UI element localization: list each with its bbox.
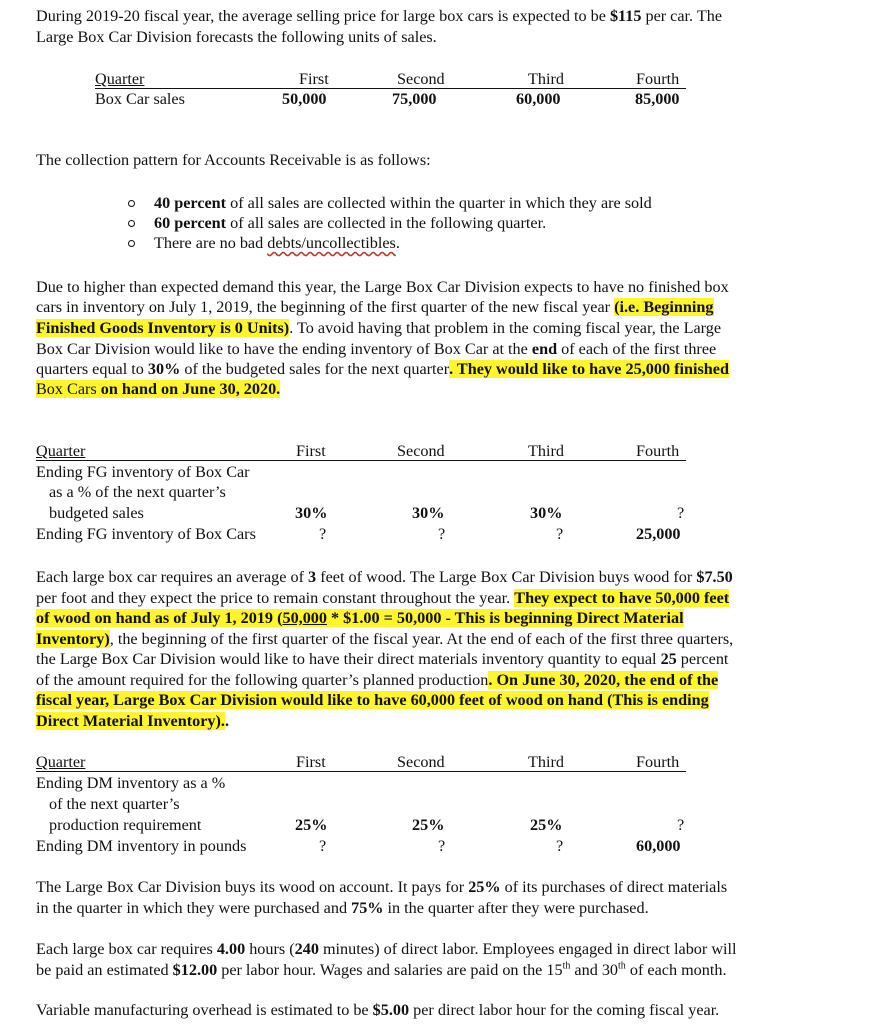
dm-header-second: Second	[397, 753, 445, 771]
dm-para-line-7	[36, 690, 709, 711]
dm-highlight: . On June 30, 2020, the end of the	[488, 671, 719, 689]
dm-text: Each large box car requires an average of	[36, 568, 309, 586]
dm-row1-label-3: production requirement	[49, 816, 202, 834]
labor-text: of each month.	[625, 961, 727, 979]
dm-row2-second: ?	[438, 837, 446, 855]
fg-text: cars in inventory on July 1, 2019, the beginning of the first quarter of the new fiscal year	[36, 298, 615, 316]
fg-header-rule	[36, 460, 686, 461]
fg-para-line-2	[36, 297, 714, 318]
dm-row1-first: 25%	[295, 816, 328, 834]
fg-header-quarter: Quarter	[36, 442, 86, 460]
dm-row2-fourth: 60,000	[636, 837, 681, 855]
dm-row2-third: ?	[556, 837, 564, 855]
dm-highlight: * $1.00 = 50,000 - This is beginning Direct Material	[326, 609, 684, 627]
fg-row2-label: Ending FG inventory of Box Cars	[36, 525, 256, 543]
fg-row2-first: ?	[319, 525, 327, 543]
purchase-text: of its purchases of direct materials	[500, 878, 728, 896]
dm-row1-label-1: Ending DM inventory as a %	[36, 774, 226, 792]
dm-row2-first: ?	[319, 837, 327, 855]
purchase-bold: 25%	[468, 878, 501, 896]
dm-bold-price: $7.50	[696, 568, 733, 586]
dm-text: .	[224, 712, 229, 730]
fg-text: Box Car Division would like to have the ending inventory of Box Car at the	[36, 340, 532, 358]
fg-header-fourth: Fourth	[636, 442, 680, 460]
labor-text: hours (	[245, 940, 295, 958]
dm-para-line-6	[36, 670, 718, 691]
collection-item-3-end: .	[395, 234, 400, 252]
fg-para-line-6	[36, 379, 280, 400]
dm-para-line-1	[36, 567, 733, 588]
dm-para-line-5	[36, 649, 728, 670]
purchase-text: in the quarter after they were purchased.	[383, 899, 649, 917]
fg-row1-fourth: ?	[677, 504, 685, 522]
collection-heading: The collection pattern for Accounts Receivable is as follows:	[36, 151, 431, 169]
labor-superscript: th	[562, 960, 571, 972]
fg-para-line-1: Due to higher than expected demand this year, the Large Box Car Division expects to have no finished box	[36, 278, 729, 296]
dm-row1-label-2: of the next quarter’s	[49, 795, 180, 813]
bullet-icon	[128, 220, 135, 227]
collection-item-3-text: There are no bad	[154, 234, 268, 252]
dm-para-line-8	[36, 711, 229, 732]
fg-header-third: Third	[528, 442, 564, 460]
fg-para-line-4	[36, 339, 716, 360]
dm-row1-second: 25%	[412, 816, 445, 834]
sales-header-second: Second	[397, 70, 445, 88]
fg-row2-second: ?	[438, 525, 446, 543]
labor-text: and 30	[570, 961, 619, 979]
labor-text: be paid an estimated	[36, 961, 173, 979]
labor-bold: 4.00	[216, 940, 246, 958]
labor-line-1	[36, 939, 737, 960]
overhead-line-1	[36, 1000, 719, 1021]
fg-highlight: . They would like to have 25,000 finished	[449, 360, 729, 378]
fg-highlight: Finished Goods Inventory is 0 Units)	[36, 319, 290, 337]
fg-text: of each of the first three	[557, 340, 717, 358]
overhead-text: Variable manufacturing overhead is estimated to be	[36, 1001, 373, 1019]
fg-row1-label-2: as a % of the next quarter’s	[49, 483, 226, 501]
collection-item-1-bold: 40 percent	[154, 194, 227, 212]
fg-text: . To avoid having that problem in the coming fiscal year, the Large	[289, 319, 722, 337]
intro-line-2: Large Box Car Division forecasts the following units of sales.	[36, 28, 437, 46]
sales-value-second: 75,000	[392, 90, 437, 108]
dm-text: the Large Box Car Division would like to have their direct materials inventory quantity to equal	[36, 650, 661, 668]
sales-header-third: Third	[528, 70, 564, 88]
intro-text-end: per car. The	[641, 7, 723, 25]
dm-text: , the beginning of the first quarter of the fiscal year. At the end of each of the first three quarters,	[109, 630, 734, 648]
fg-highlight: on hand on June 30, 2020.	[100, 380, 281, 398]
selling-price: $115	[609, 7, 642, 25]
labor-text: Each large box car requires	[36, 940, 217, 958]
dm-text: percent	[676, 650, 729, 668]
dm-highlight: They expect to have 50,000 feet	[514, 589, 730, 607]
dm-text: of the amount required for the following quarter’s planned production	[36, 671, 489, 689]
fg-row1-first: 30%	[295, 504, 328, 522]
bullet-icon	[128, 240, 135, 247]
spellcheck-word: debts/uncollectibles	[267, 234, 396, 252]
dm-highlight: of wood on hand as of July 1, 2019 (	[36, 609, 283, 627]
fg-text: quarters equal to	[36, 360, 148, 378]
labor-bold: $12.00	[172, 961, 218, 979]
fg-highlight: (i.e. Beginning	[614, 298, 714, 316]
collection-item-2-text: of all sales are collected in the following quarter.	[226, 214, 547, 232]
fg-row2-fourth: 25,000	[636, 525, 681, 543]
overhead-bold: $5.00	[372, 1001, 410, 1019]
dm-header-first: First	[296, 753, 326, 771]
labor-superscript: th	[618, 960, 626, 972]
fg-row1-second: 30%	[412, 504, 445, 522]
fg-header-second: Second	[397, 442, 445, 460]
bullet-icon	[128, 200, 135, 207]
dm-text: per foot and they expect the price to remain constant throughout the year.	[36, 589, 515, 607]
collection-item-1	[154, 193, 652, 214]
sales-header-fourth: Fourth	[636, 70, 680, 88]
dm-highlight: Inventory)	[36, 630, 110, 648]
purchase-text: in the quarter in which they were purchased and	[36, 899, 352, 917]
collection-item-3	[154, 233, 400, 254]
sales-value-fourth: 85,000	[635, 90, 680, 108]
purchase-text: The Large Box Car Division buys its wood on account. It pays for	[36, 878, 469, 896]
overhead-text: per direct labor hour for the coming fiscal year.	[409, 1001, 720, 1019]
sales-value-first: 50,000	[282, 90, 327, 108]
dm-para-line-3	[36, 608, 684, 629]
dm-header-fourth: Fourth	[636, 753, 680, 771]
collection-item-1-text: of all sales are collected within the quarter in which they are sold	[226, 194, 652, 212]
labor-text: per labor hour. Wages and salaries are paid on the 15	[217, 961, 563, 979]
dm-bold-percent: 25	[660, 650, 677, 668]
dm-header-rule	[36, 771, 686, 772]
dm-bold-feet: 3	[308, 568, 317, 586]
purchase-bold: 75%	[351, 899, 384, 917]
intro-line-1	[36, 6, 722, 27]
sales-value-third: 60,000	[516, 90, 561, 108]
dm-highlight: fiscal year, Large Box Car Division would like to have 60,000 feet of wood on hand (This is ending	[36, 691, 709, 709]
dm-header-quarter: Quarter	[36, 753, 86, 771]
purchase-line-2	[36, 898, 649, 919]
dm-highlight-underlined: 50,000	[282, 609, 327, 627]
fg-para-line-5	[36, 359, 729, 380]
fg-bold-percent: 30%	[147, 360, 181, 378]
fg-row1-label-1: Ending FG inventory of Box Car	[36, 463, 250, 481]
fg-para-line-3	[36, 318, 721, 339]
dm-para-line-4	[36, 629, 733, 650]
fg-bold-end: end	[531, 340, 558, 358]
fg-row1-third: 30%	[530, 504, 563, 522]
intro-text: During 2019-20 fiscal year, the average selling price for large box cars is expected to be	[36, 7, 610, 25]
dm-row1-third: 25%	[530, 816, 563, 834]
dm-row1-fourth: ?	[677, 816, 685, 834]
dm-text: feet of wood. The Large Box Car Division buys wood for	[316, 568, 697, 586]
purchase-line-1	[36, 877, 727, 898]
fg-row1-label-3: budgeted sales	[49, 504, 144, 522]
fg-highlight: Box Cars	[36, 380, 101, 398]
sales-header-first: First	[299, 70, 329, 88]
sales-header-quarter: Quarter	[95, 70, 145, 88]
dm-highlight: Direct Material Inventory).	[36, 712, 225, 730]
collection-item-2	[154, 213, 546, 234]
labor-text: minutes) of direct labor. Employees engaged in direct labor will	[318, 940, 737, 958]
fg-text: of the budgeted sales for the next quarter	[180, 360, 450, 378]
dm-para-line-2	[36, 588, 729, 609]
fg-row2-third: ?	[556, 525, 564, 543]
labor-line-2	[36, 960, 727, 981]
dm-row2-label: Ending DM inventory in pounds	[36, 837, 247, 855]
dm-header-third: Third	[528, 753, 564, 771]
collection-item-2-bold: 60 percent	[154, 214, 227, 232]
fg-header-first: First	[296, 442, 326, 460]
sales-row-label: Box Car sales	[95, 90, 185, 108]
labor-bold: 240	[294, 940, 319, 958]
